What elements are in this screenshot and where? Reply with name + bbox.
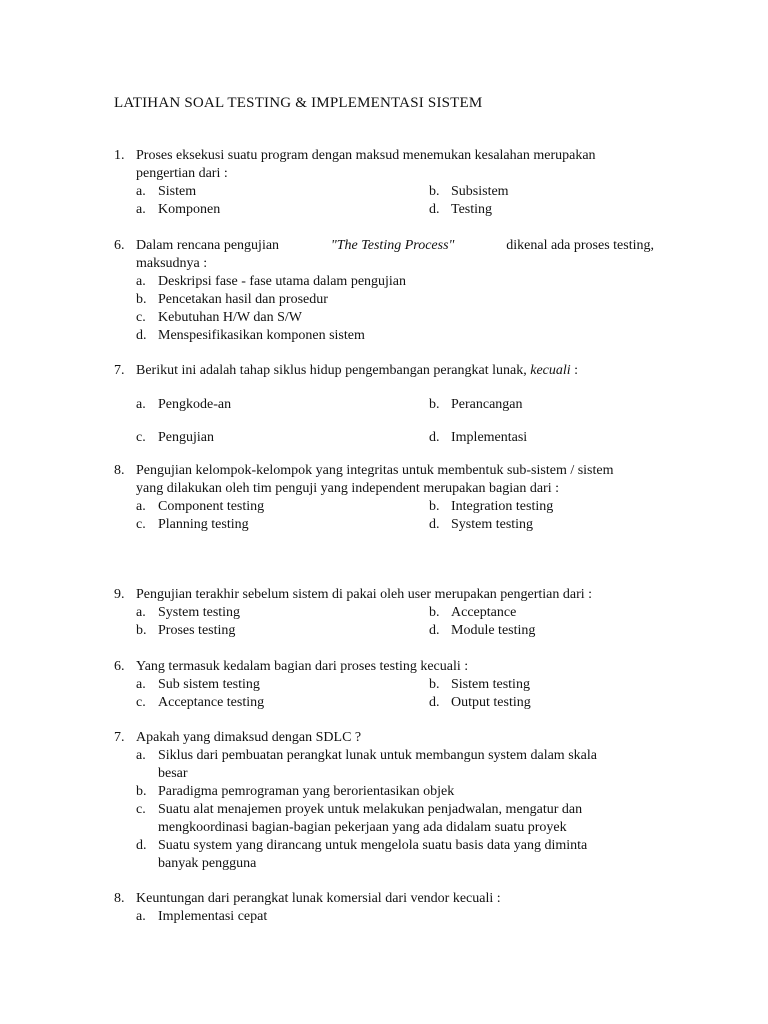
question-text <box>136 237 654 255</box>
option-label: b. <box>429 605 440 620</box>
question-text-part: : <box>574 363 579 378</box>
option-label: b. <box>136 292 147 307</box>
option-text: Testing <box>451 202 493 217</box>
option-label: c. <box>136 802 146 817</box>
question-text: Yang termasuk kedalam bagian dari proses testing kecuali : <box>136 659 469 674</box>
option-text-line: Suatu system yang dirancang untuk mengelola suatu basis data yang diminta <box>158 838 588 853</box>
option-label: a. <box>136 184 146 199</box>
question-text-cont: maksudnya : <box>136 256 208 271</box>
question-text-italic: "The Testing Process" <box>330 238 455 253</box>
question-text-italic: kecuali <box>530 363 571 378</box>
option-label: b. <box>136 784 147 799</box>
option-text-line: mengkoordinasi bagian-bagian pekerjaan yang ada didalam suatu proyek <box>158 820 567 835</box>
option-text: System testing <box>451 517 534 532</box>
option-text: Acceptance testing <box>158 695 265 710</box>
option-label: c. <box>136 517 146 532</box>
option-text: Sistem <box>158 184 197 199</box>
option-label: b. <box>429 184 440 199</box>
question-text-cont: pengertian dari : <box>136 166 228 181</box>
option-label: b. <box>429 397 440 412</box>
option-text: Component testing <box>158 499 265 514</box>
question-text-cont: yang dilakukan oleh tim penguji yang independent merupakan bagian dari : <box>136 481 559 496</box>
question-text: Keuntungan dari perangkat lunak komersial dari vendor kecuali : <box>136 891 501 906</box>
option-label: b. <box>429 677 440 692</box>
question-number: 9. <box>114 587 125 602</box>
option-text: Planning testing <box>158 517 249 532</box>
option-label: a. <box>136 274 146 289</box>
option-text: Paradigma pemrograman yang berorientasikan objek <box>158 784 455 799</box>
option-text: Integration testing <box>451 499 554 514</box>
question-4 <box>114 462 654 534</box>
option-text: Implementasi cepat <box>158 909 268 924</box>
option-text: Pengujian <box>158 430 214 445</box>
question-number: 7. <box>114 730 125 745</box>
option-text: Deskripsi fase - fase utama dalam pengujian <box>158 274 407 289</box>
option-text: Output testing <box>451 695 531 710</box>
document-title: LATIHAN SOAL TESTING & IMPLEMENTASI SISTEM <box>114 95 483 111</box>
option-label: d. <box>429 623 440 638</box>
question-3 <box>114 362 654 447</box>
question-text-part: Dalam rencana pengujian <box>136 238 280 253</box>
option-label: d. <box>429 517 440 532</box>
option-text <box>158 801 654 837</box>
option-label: b. <box>429 499 440 514</box>
option-label: c. <box>136 310 146 325</box>
question-text: Proses eksekusi suatu program dengan maksud menemukan kesalahan merupakan <box>136 148 596 163</box>
option-text: Proses testing <box>158 623 236 638</box>
option-text: Subsistem <box>451 184 509 199</box>
option-text <box>158 747 654 783</box>
option-text-line: Siklus dari pembuatan perangkat lunak untuk membangun system dalam skala <box>158 748 597 763</box>
option-label: a. <box>136 202 146 217</box>
option-text-line: besar <box>158 766 188 781</box>
question-1 <box>114 147 654 219</box>
option-text: System testing <box>158 605 241 620</box>
option-label: a. <box>136 677 146 692</box>
question-text: Pengujian kelompok-kelompok yang integritas untuk membentuk sub-sistem / sistem <box>136 463 614 478</box>
option-text <box>158 837 654 873</box>
option-text: Pencetakan hasil dan prosedur <box>158 292 328 307</box>
question-number: 8. <box>114 891 125 906</box>
option-text: Pengkode-an <box>158 397 232 412</box>
question-text-part: dikenal ada proses testing, <box>506 238 654 253</box>
option-label: a. <box>136 909 146 924</box>
option-label: d. <box>429 202 440 217</box>
option-text: Sistem testing <box>451 677 530 692</box>
option-label: a. <box>136 605 146 620</box>
option-label: d. <box>429 430 440 445</box>
option-label: c. <box>136 430 146 445</box>
question-text-part: Berikut ini adalah tahap siklus hidup pengembangan perangkat lunak, <box>136 363 527 378</box>
question-text: Pengujian terakhir sebelum sistem di pakai oleh user merupakan pengertian dari : <box>136 587 593 602</box>
option-text: Kebutuhan H/W dan S/W <box>158 310 302 325</box>
option-label: d. <box>429 695 440 710</box>
question-5 <box>114 586 654 640</box>
option-label: a. <box>136 748 146 763</box>
option-text: Acceptance <box>451 605 517 620</box>
question-text: Apakah yang dimaksud dengan SDLC ? <box>136 730 362 745</box>
question-2 <box>114 237 654 345</box>
question-number: 6. <box>114 238 125 253</box>
option-text: Module testing <box>451 623 536 638</box>
option-label: d. <box>136 328 147 343</box>
option-text: Komponen <box>158 202 221 217</box>
option-label: c. <box>136 695 146 710</box>
question-number: 6. <box>114 659 125 674</box>
option-text: Menspesifikasikan komponen sistem <box>158 328 365 343</box>
option-label: a. <box>136 499 146 514</box>
option-text: Perancangan <box>451 397 523 412</box>
option-text: Sub sistem testing <box>158 677 260 692</box>
option-text-line: Suatu alat menajemen proyek untuk melakukan penjadwalan, mengatur dan <box>158 802 583 817</box>
option-text: Implementasi <box>451 430 528 445</box>
question-6 <box>114 658 654 712</box>
question-7 <box>114 729 654 873</box>
question-8 <box>114 890 654 926</box>
question-number: 8. <box>114 463 125 478</box>
option-text-line: banyak pengguna <box>158 856 257 871</box>
question-text <box>136 362 654 380</box>
option-label: d. <box>136 838 147 853</box>
option-label: a. <box>136 397 146 412</box>
question-number: 7. <box>114 363 125 378</box>
question-number: 1. <box>114 148 125 163</box>
option-label: b. <box>136 623 147 638</box>
